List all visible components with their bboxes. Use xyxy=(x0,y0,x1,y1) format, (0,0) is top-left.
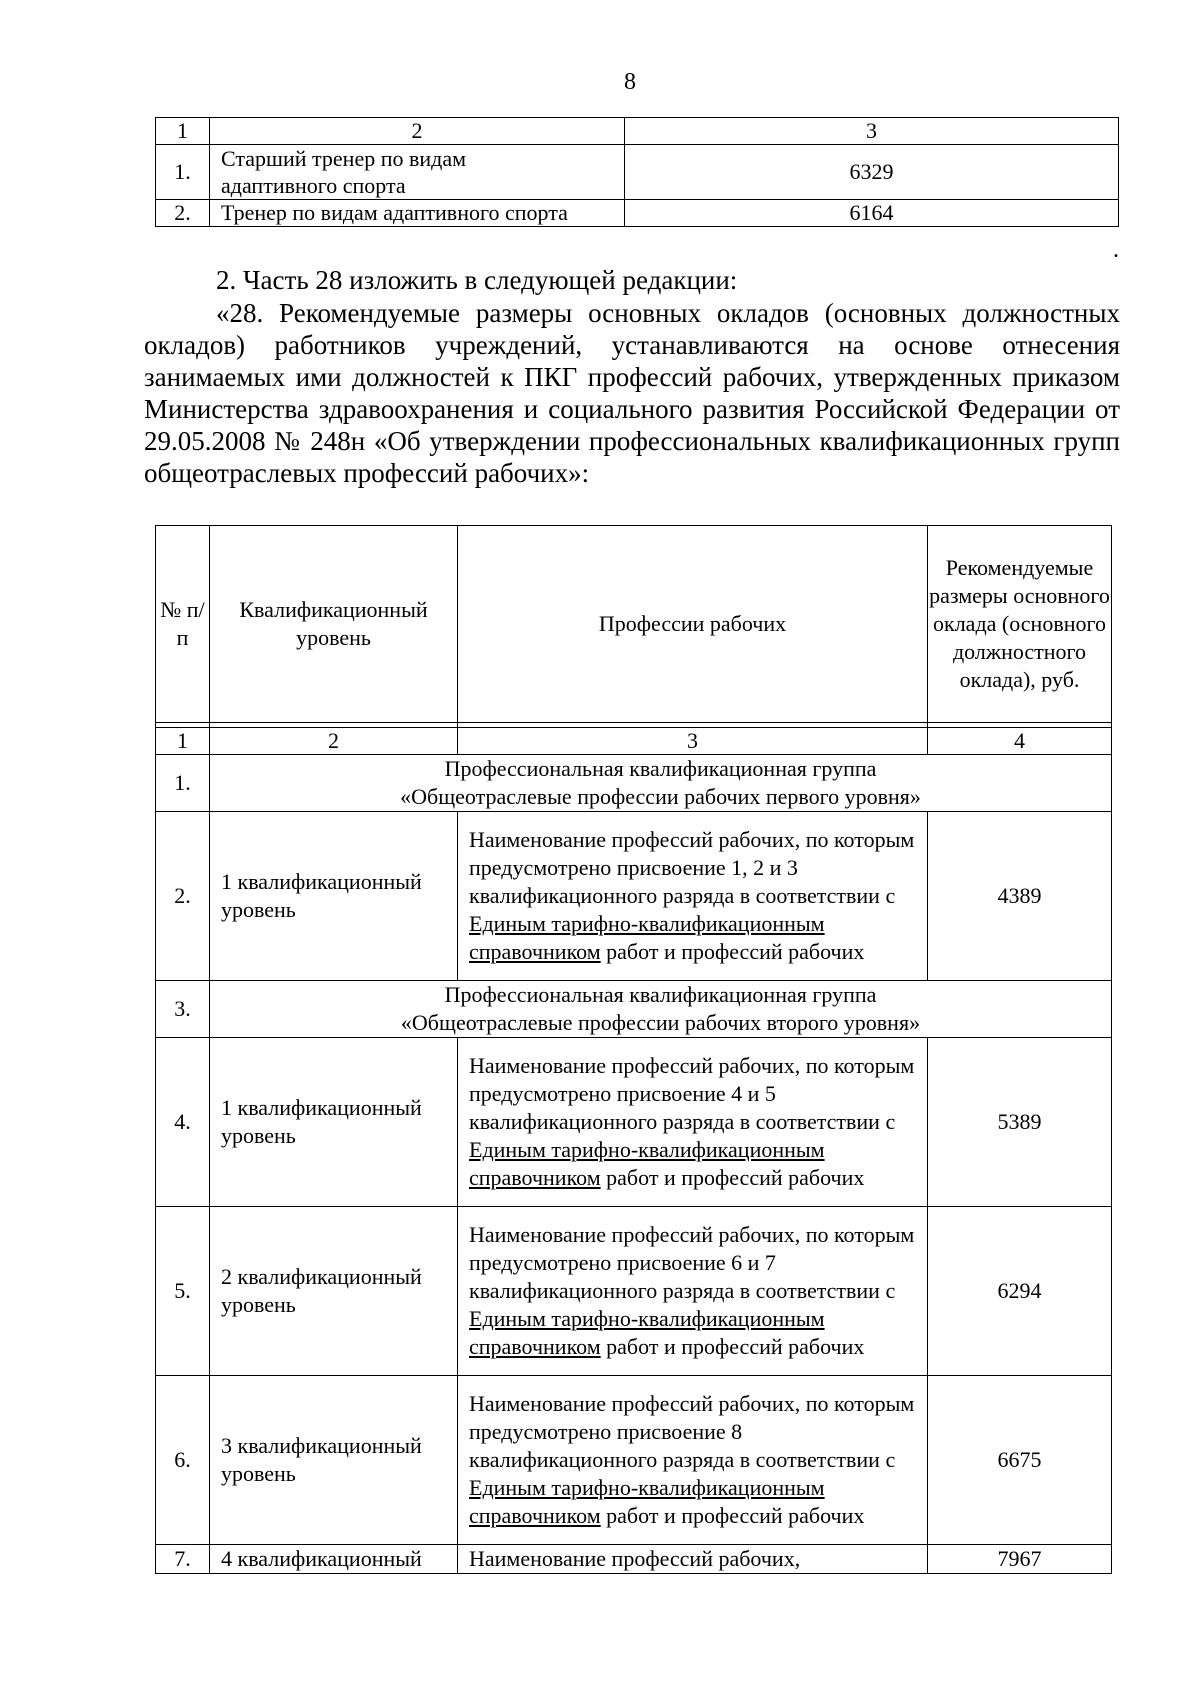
column-number: 3 xyxy=(625,118,1119,145)
profession-text: Наименование профессий рабочих, по которым предусмотрено присвоение 4 и 5 квалификационного разряда в соответствии с xyxy=(469,1053,915,1134)
page-number: 8 xyxy=(624,69,636,95)
salary-value: 5389 xyxy=(928,1038,1112,1207)
row-number: 3. xyxy=(156,981,210,1038)
paragraph-section-28: «28. Рекомендуемые размеры основных окладов (основных должностных окладов) работников учреждений, устанавливаются на основе отнесения занимаемых ими должностей к ПКГ профессий рабочих, утвержденных приказом Министерства здравоохранения и социального развития Российской Федерации от 29.05.2008 № 248н «Об утверждении профессиональных квалификационных групп общеотраслевых профессий рабочих»: xyxy=(144,298,1120,488)
profession-description: Наименование профессий рабочих, xyxy=(458,1545,928,1574)
position-name-line: Старший тренер по видам xyxy=(221,146,467,171)
profession-text: работ и профессий рабочих xyxy=(600,1334,865,1359)
table-header-row xyxy=(156,118,1119,145)
profession-text: работ и профессий рабочих xyxy=(600,1503,865,1528)
qualification-level: 1 квалификационный уровень xyxy=(210,1038,458,1207)
etks-link[interactable]: Единым тарифно-квалификационным справочником xyxy=(469,1306,825,1359)
row-number: 5. xyxy=(156,1207,210,1376)
qualification-level: 4 квалификационный xyxy=(210,1545,458,1574)
group-row xyxy=(156,755,1112,812)
profession-description xyxy=(458,812,928,981)
salary-value: 4389 xyxy=(928,812,1112,981)
table-row xyxy=(156,1038,1112,1207)
salary-value: 6329 xyxy=(625,145,1119,200)
profession-text: Наименование профессий рабочих, по которым предусмотрено присвоение 1, 2 и 3 квалификационного разряда в соответствии с xyxy=(469,827,915,908)
qualification-level: 2 квалификационный уровень xyxy=(210,1207,458,1376)
profession-description xyxy=(458,1207,928,1376)
row-number: 1. xyxy=(156,755,210,812)
column-numbers-row xyxy=(156,728,1112,755)
column-number: 2 xyxy=(210,728,458,755)
row-number: 4. xyxy=(156,1038,210,1207)
position-name xyxy=(210,145,625,200)
table-row xyxy=(156,1376,1112,1545)
trailing-dot: . xyxy=(1113,237,1119,263)
group-title-line: Профессиональная квалификационная группа xyxy=(444,982,877,1007)
group-title-line: «Общеотраслевые профессии рабочих первого уровня» xyxy=(400,784,921,809)
table-row xyxy=(156,812,1112,981)
header-number: № п/п xyxy=(156,526,210,723)
profession-text: работ и профессий рабочих xyxy=(600,1165,865,1190)
etks-link[interactable]: Единым тарифно-квалификационным справочником xyxy=(469,911,825,964)
row-number: 2. xyxy=(156,200,210,227)
etks-link[interactable]: Единым тарифно-квалификационным справочником xyxy=(469,1137,825,1190)
position-name: Тренер по видам адаптивного спорта xyxy=(210,200,625,227)
header-professions: Профессии рабочих xyxy=(458,526,928,723)
salary-table-coaches xyxy=(155,117,1119,227)
row-number: 7. xyxy=(156,1545,210,1574)
header-salary: Рекомендуемые размеры основного оклада (основного должностного оклада), руб. xyxy=(928,526,1112,723)
group-title-line: Профессиональная квалификационная группа xyxy=(444,756,877,781)
group-title-line: «Общеотраслевые профессии рабочих второго уровня» xyxy=(400,1010,921,1035)
table-header-row xyxy=(156,526,1112,723)
table-row xyxy=(156,200,1119,227)
qualification-level: 3 квалификационный уровень xyxy=(210,1376,458,1545)
salary-value: 7967 xyxy=(928,1545,1112,1574)
column-number: 4 xyxy=(928,728,1112,755)
profession-text: Наименование профессий рабочих, по которым предусмотрено присвоение 8 квалификационного разряда в соответствии с xyxy=(469,1391,915,1472)
column-number: 2 xyxy=(210,118,625,145)
salary-table-workers xyxy=(155,525,1112,1574)
table-row xyxy=(156,1207,1112,1376)
salary-value: 6294 xyxy=(928,1207,1112,1376)
column-number: 3 xyxy=(458,728,928,755)
profession-description xyxy=(458,1376,928,1545)
profession-description xyxy=(458,1038,928,1207)
paragraph-amendment: 2. Часть 28 изложить в следующей редакции: xyxy=(216,265,738,295)
header-level: Квалификационный уровень xyxy=(210,526,458,723)
column-number: 1 xyxy=(156,118,210,145)
row-number: 1. xyxy=(156,145,210,200)
row-number: 6. xyxy=(156,1376,210,1545)
position-name-line: адаптивного спорта xyxy=(221,173,406,198)
column-number: 1 xyxy=(156,728,210,755)
profession-text: Наименование профессий рабочих, по которым предусмотрено присвоение 6 и 7 квалификационного разряда в соответствии с xyxy=(469,1222,915,1303)
salary-value: 6164 xyxy=(625,200,1119,227)
group-row xyxy=(156,981,1112,1038)
group-title xyxy=(210,981,1112,1038)
row-number: 2. xyxy=(156,812,210,981)
salary-value: 6675 xyxy=(928,1376,1112,1545)
qualification-level: 1 квалификационный уровень xyxy=(210,812,458,981)
profession-text: работ и профессий рабочих xyxy=(600,939,865,964)
table-row xyxy=(156,145,1119,200)
group-title xyxy=(210,755,1112,812)
etks-link[interactable]: Единым тарифно-квалификационным справочником xyxy=(469,1475,825,1528)
table-row xyxy=(156,1545,1112,1574)
